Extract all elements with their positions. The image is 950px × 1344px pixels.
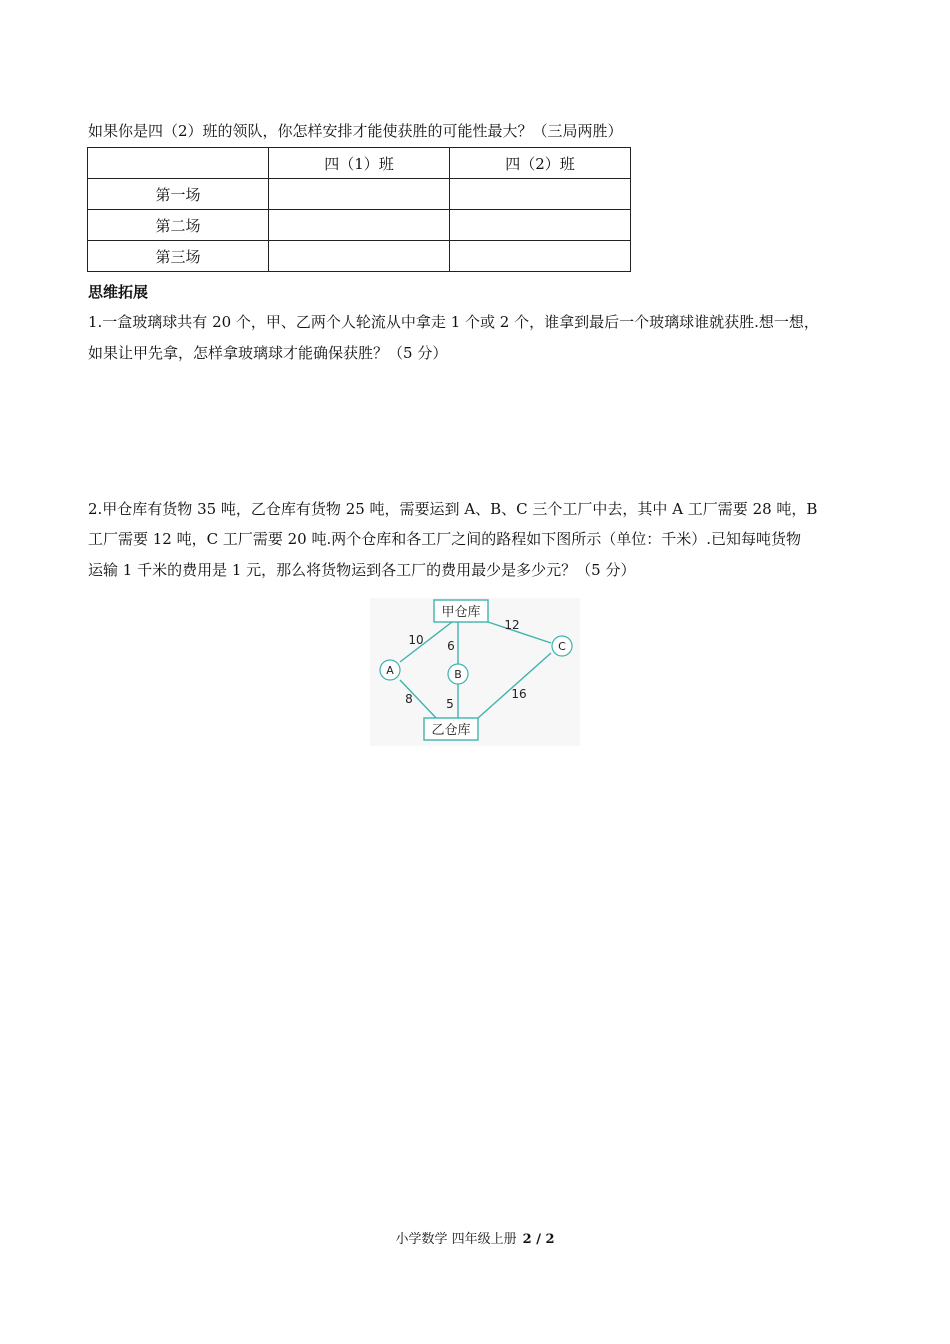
warehouse-yi-label: 乙仓库 [431,723,471,738]
table-cell [269,210,450,241]
table-cell [450,179,631,210]
table-row-label: 第二场 [88,210,269,241]
problem1-line2: 如果让甲先拿，怎样拿玻璃球才能确保获胜？（5 分） [88,344,448,362]
distance-yi-b: 5 [446,697,454,711]
table-cell [269,241,450,272]
table-cell [269,179,450,210]
table-row-label: 第三场 [88,241,269,272]
problem2-line1: 2.甲仓库有货物 35 吨，乙仓库有货物 25 吨，需要运到 A、B、C 三个工厂中去，其中 A 工厂需要 28 吨，B [88,500,818,518]
route-diagram [370,598,580,746]
page-footer [0,1228,950,1247]
section-title: 思维拓展 [88,283,149,301]
warehouse-jia-label: 甲仓库 [441,605,481,620]
distance-yi-c: 16 [511,687,527,701]
problem2-line3: 运输 1 千米的费用是 1 元，那么将货物运到各工厂的费用最少是多少元？（5 分） [88,561,636,579]
table-row [88,210,631,241]
table-header-cell: 四（2）班 [450,148,631,179]
distance-yi-a: 8 [405,692,413,706]
footer-subject: 小学数学 四年级上册 [395,1232,517,1247]
table-header-cell [88,148,269,179]
table-row [88,179,631,210]
lineup-table [87,147,631,272]
table-header-cell: 四（1）班 [269,148,450,179]
table-row [88,241,631,272]
problem2-line2: 工厂需要 12 吨，C 工厂需要 20 吨.两个仓库和各工厂之间的路程如下图所示（单位：千米）.已知每吨货物 [88,530,802,548]
distance-jia-b: 6 [447,639,455,653]
table-header-row [88,148,631,179]
table-cell [450,210,631,241]
table-row-label: 第一场 [88,179,269,210]
problem1-line1: 1.一盒玻璃球共有 20 个，甲、乙两个人轮流从中拿走 1 个或 2 个，谁拿到最后一个玻璃球谁就获胜.想一想， [88,313,819,331]
question-intro: 如果你是四（2）班的领队，你怎样安排才能使获胜的可能性最大？（三局两胜） [88,122,623,140]
factory-b-label: B [454,668,462,681]
factory-a-label: A [386,664,394,677]
distance-jia-a: 10 [408,633,424,647]
page-number: 2 / 2 [522,1232,555,1247]
table-cell [450,241,631,272]
factory-c-label: C [558,640,566,653]
distance-jia-c: 12 [504,618,520,632]
